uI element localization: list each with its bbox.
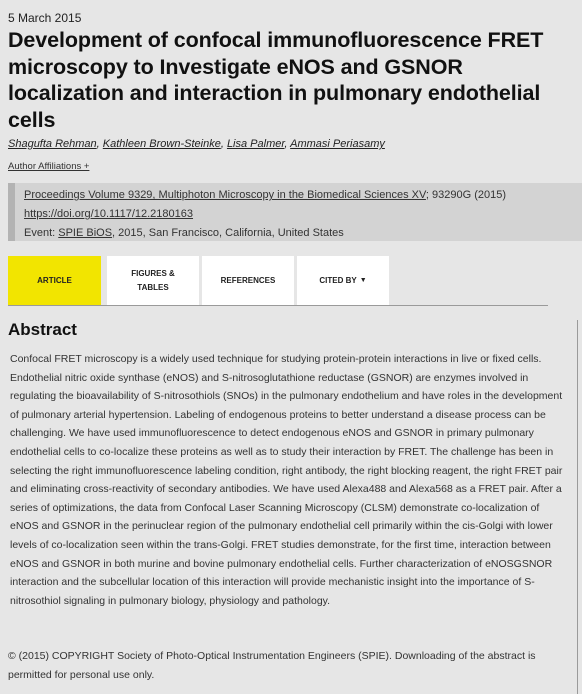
author-affiliations-toggle[interactable]: Author Affiliations + [8,161,90,172]
abstract-text: Confocal FRET microscopy is a widely used technique for studying protein-protein interactions in live or fixed cells. Endothelial nitric oxide synthase (eNOS) and S-nitrosoglutathione reductase (GSNOR) are enzymes involved in regulating the bioavailability of S-nitrosothiols (SNOs) in the pulmonary endothelium and have roles in the development of pulmonary arterial hypertension. Labeling of endogenous proteins to better understand a disease process can be challenging. We have used immunofluorescence to detect endogenous eNOS and GSNOR in primary pulmonary endothelial cells to co-localize these proteins as well as to study their interaction by FRET. The challenge has been in selecting the right immunofluorescence labeling condition, right antibody, the right blocking reagent, the right FRET pair and eliminating cross-reactivity of secondary antibodies. We have used Alexa488 and Alexa568 as a FRET pair. After a series of optimizations, the data from Confocal Laser Scanning Microscopy (CLSM) demonstrate co-localization of eNOS and GSNOR in the perinuclear region of the pulmonary endothelial cell primarily within the cis-Golgi with lower levels of co-localization seen within the trans-Golgi. FRET studies demonstrate, for the first time, interaction between eNOS and GSNOR in both murine and bovine pulmonary endothelial cells. Further characterization of eNOSGSNOR interaction and the subcellular location of this interaction will provide mechanistic insight into the importance of S-nitrosothiol signaling in pulmonary biology, physiology and pathology. [10,353,563,607]
author-link[interactable]: Shagufta Rehman [8,138,97,150]
author-link[interactable]: Kathleen Brown-Steinke [102,138,221,150]
author-list: Shagufta Rehman, Kathleen Brown-Steinke, Lisa Palmer, Ammasi Periasamy [8,138,385,150]
doi-link[interactable]: https://doi.org/10.1117/12.2180163 [24,208,194,220]
tab-references-label: REFERENCES [220,275,276,285]
event-suffix: , 2015, San Francisco, California, United States [112,227,344,239]
event-label: Event: [24,227,59,239]
proceedings-line [24,186,582,205]
tab-cited-by-label: CITED BY [319,275,357,285]
author-link[interactable]: Lisa Palmer [226,138,285,150]
tab-article[interactable] [8,256,101,305]
tab-figures-label: FIGURES & TABLES [131,268,175,292]
proceedings-volume-suffix: ; 93290G (2015) [425,189,507,201]
tab-references[interactable] [202,256,294,305]
event-link[interactable]: SPIE BiOS [58,227,113,239]
proceedings-box [8,183,582,241]
tab-article-label: ARTICLE [37,275,72,285]
article-tabs [8,256,548,306]
tab-figures-tables[interactable] [107,256,199,305]
author-link[interactable]: Ammasi Periasamy [290,138,385,150]
copyright-notice: © (2015) COPYRIGHT Society of Photo-Optical Instrumentation Engineers (SPIE). Downloading of the abstract is permitted for personal use only. [8,650,536,681]
chevron-down-icon: ▼ [359,276,367,284]
abstract-panel [0,320,578,694]
tab-cited-by[interactable] [297,256,389,305]
paper-title: Development of confocal immunofluorescence FRET microscopy to Investigate eNOS and GSNOR localization and interaction in pulmonary endothelial cells [8,28,544,132]
event-line [24,224,582,243]
publication-date: 5 March 2015 [8,11,82,25]
abstract-heading: Abstract [8,320,77,339]
proceedings-volume-link[interactable]: Proceedings Volume 9329, Multiphoton Microscopy in the Biomedical Sciences XV [24,189,426,201]
doi-line [24,205,582,224]
